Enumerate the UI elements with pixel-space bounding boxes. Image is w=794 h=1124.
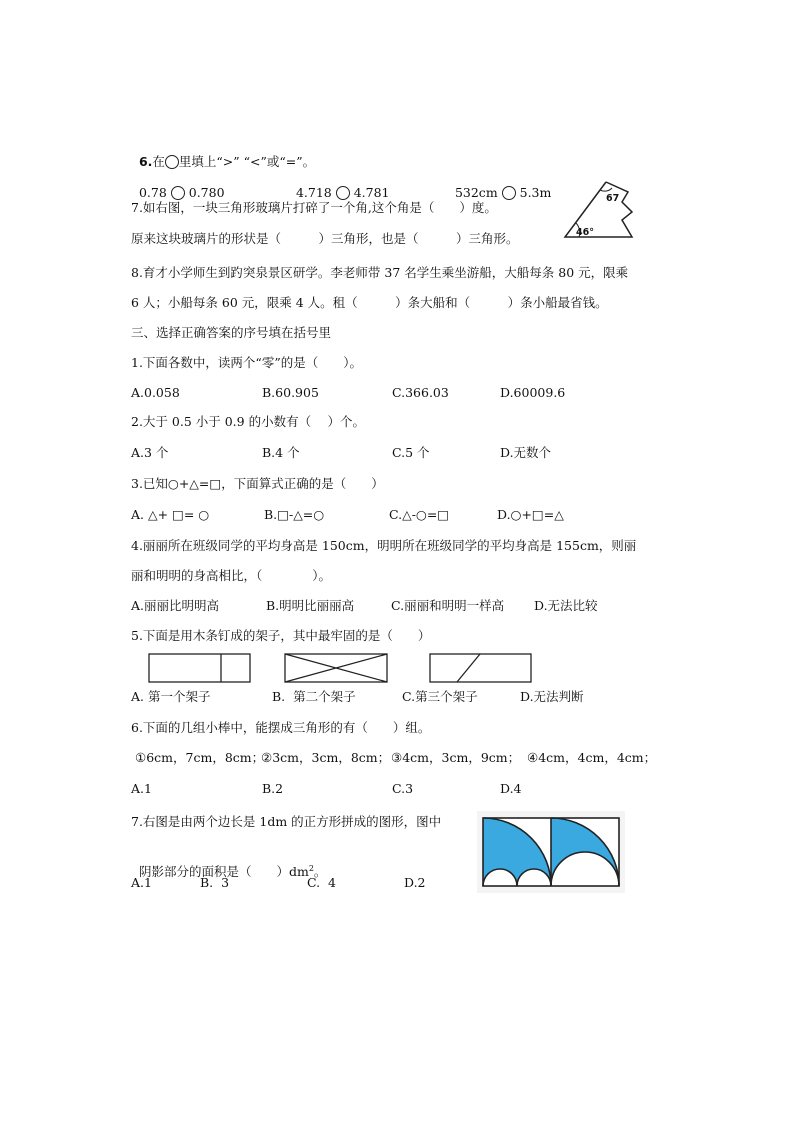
choice-q4-option-c[interactable]: C.丽丽和明明一样高 bbox=[391, 598, 505, 613]
choice-q2-stem: 2.大于 0.5 小于 0.9 的小数有（ ）个。 bbox=[131, 414, 366, 429]
q7-line-1: 7.如右图，一块三角形玻璃片打碎了一个角,这个角是（ ）度。 bbox=[131, 200, 497, 215]
choice-q6-option-a[interactable]: A.1 bbox=[131, 781, 152, 796]
choice-q3-stem: 3.已知○+△=□，下面算式正确的是（ ） bbox=[131, 476, 384, 491]
answer-circle[interactable] bbox=[502, 186, 516, 200]
choice-q5-stem: 5.下面是用木条钉成的架子，其中最牢固的是（ ） bbox=[131, 628, 431, 643]
choice-q5-option-b[interactable]: B. 第二个架子 bbox=[272, 689, 356, 704]
answer-circle bbox=[165, 155, 179, 169]
choice-q6-stem: 6.下面的几组小棒中，能摆成三角形的有（ ）组。 bbox=[131, 720, 431, 735]
choice-q1-option-a[interactable]: A.0.058 bbox=[131, 385, 180, 400]
choice-q6-set-1: ①6cm，7cm，8cm； bbox=[135, 750, 265, 765]
answer-circle[interactable] bbox=[336, 186, 350, 200]
angle-label-top: 67 bbox=[606, 193, 620, 204]
choice-q5-option-a[interactable]: A. 第一个架子 bbox=[131, 689, 211, 704]
choice-q7-option-d[interactable]: D.2 bbox=[404, 875, 426, 890]
choice-q6-set-2: ②3cm，3cm，8cm； bbox=[261, 750, 391, 765]
choice-q6-set-3: ③4cm，3cm，9cm； bbox=[391, 750, 521, 765]
choice-q4-stem: 4.丽丽所在班级同学的平均身高是 150cm，明明所在班级同学的平均身高是 155cm，则丽 bbox=[131, 538, 637, 553]
q8-line-2: 6 人；小船每条 60 元，限乘 4 人。租（ ）条大船和（ ）条小船最省钱。 bbox=[131, 295, 608, 310]
choice-q4-stem-2: 丽和明明的身高相比，（ ）。 bbox=[131, 568, 332, 583]
choice-q2-option-c[interactable]: C.5 个 bbox=[392, 445, 430, 460]
q6-pair-1: 0.78 0.780 bbox=[138, 185, 225, 200]
choice-q4-option-b[interactable]: B.明明比丽丽高 bbox=[266, 598, 355, 613]
q6-pair-2: 4.718 4.781 bbox=[295, 185, 390, 200]
choice-q7-stem: 7.右图是由两个边长是 1dm 的正方形拼成的图形，图中 bbox=[131, 814, 442, 829]
choice-q4-option-d[interactable]: D.无法比较 bbox=[534, 598, 598, 613]
choice-q2-option-b[interactable]: B.4 个 bbox=[262, 445, 300, 460]
choice-q5-option-d[interactable]: D.无法判断 bbox=[520, 689, 584, 704]
section-title: 三、选择正确答案的序号填在括号里 bbox=[131, 325, 332, 340]
choice-q7-option-b[interactable]: B. 3 bbox=[200, 875, 230, 890]
choice-q2-option-d[interactable]: D.无数个 bbox=[500, 445, 552, 460]
choice-q7-option-c[interactable]: C. 4 bbox=[307, 875, 336, 890]
q6-title: 6.在 里填上“>” “<”或“=”。 bbox=[138, 154, 316, 169]
choice-q3-option-a[interactable]: A. △+ □= ○ bbox=[131, 507, 210, 522]
choice-q7-stem-2: 阴影部分的面积是（ ）$dm^2$。 bbox=[138, 864, 327, 880]
choice-q6-option-c[interactable]: C.3 bbox=[392, 781, 414, 796]
choice-q7-option-a[interactable]: A.1 bbox=[131, 875, 152, 890]
broken-triangle-figure bbox=[560, 180, 640, 242]
choice-q2-option-a[interactable]: A.3 个 bbox=[131, 445, 169, 460]
answer-circle[interactable] bbox=[171, 186, 185, 200]
q6-pair-3: 532cm 5.3m bbox=[454, 185, 552, 200]
q8-line-1: 8.育才小学师生到趵突泉景区研学。李老师带 37 名学生乘坐游船，大船每条 80 元，限乘 bbox=[131, 265, 629, 280]
choice-q1-option-d[interactable]: D.60009.6 bbox=[500, 385, 566, 400]
q7-line-2: 原来这块玻璃片的形状是（ ）三角形，也是（ ）三角形。 bbox=[131, 231, 519, 246]
choice-q6-set-4: ④4cm，4cm，4cm； bbox=[527, 750, 657, 765]
squares-shaded-figure bbox=[477, 811, 625, 893]
choice-q1-option-b[interactable]: B.60.905 bbox=[262, 385, 319, 400]
choice-q3-option-c[interactable]: C.△-○=□ bbox=[389, 507, 450, 522]
frame-1 bbox=[149, 654, 250, 682]
choice-q1-option-c[interactable]: C.366.03 bbox=[392, 385, 449, 400]
choice-q3-option-b[interactable]: B.□-△=○ bbox=[264, 507, 325, 522]
choice-q4-option-a[interactable]: A.丽丽比明明高 bbox=[131, 598, 220, 613]
choice-q5-option-c[interactable]: C.第三个架子 bbox=[402, 689, 478, 704]
choice-q6-option-d[interactable]: D.4 bbox=[500, 781, 522, 796]
choice-q6-option-b[interactable]: B.2 bbox=[262, 781, 284, 796]
frame-2 bbox=[285, 654, 387, 682]
frames-figure bbox=[148, 652, 533, 686]
angle-label-bottom: 46° bbox=[576, 227, 594, 238]
frame-3 bbox=[430, 654, 531, 682]
choice-q3-option-d[interactable]: D.○+□=△ bbox=[497, 507, 564, 522]
choice-q1-stem: 1.下面各数中，读两个“零”的是（ ）。 bbox=[131, 355, 362, 370]
